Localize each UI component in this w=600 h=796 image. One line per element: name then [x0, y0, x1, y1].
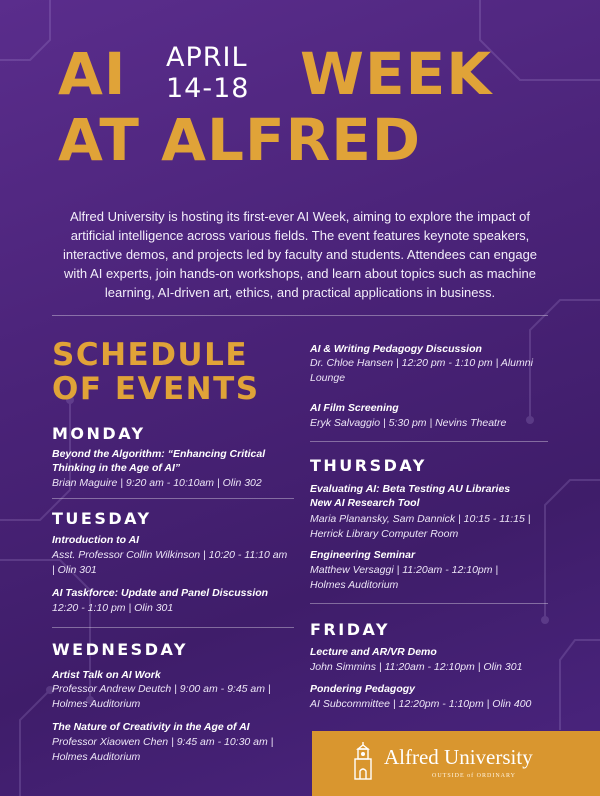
- event-detail: | Olin 301: [52, 564, 97, 576]
- thursday-divider: [310, 603, 548, 604]
- event-detail: Eryk Salvaggio | 5:30 pm | Nevins Theatre: [310, 417, 507, 429]
- university-name: Alfred University: [384, 745, 533, 769]
- event-detail: AI Subcommittee | 12:20pm - 1:10pm | Olin 400: [310, 698, 532, 710]
- day-friday: FRIDAY: [310, 620, 390, 639]
- event-detail: Holmes Auditorium: [310, 579, 399, 591]
- event-title: AI & Writing Pedagogy Discussion: [310, 343, 482, 355]
- event-title: Engineering Seminar: [310, 549, 416, 561]
- event-title: AI Taskforce: Update and Panel Discussion: [52, 587, 269, 599]
- event-detail: Brian Maguire | 9:20 am - 10:10am | Olin 302: [52, 477, 262, 489]
- date-month: APRIL: [166, 42, 248, 73]
- event-detail: Maria Planansky, Sam Dannick | 10:15 - 11:15 |: [310, 513, 531, 525]
- event-title: Thinking in the Age of AI”: [52, 462, 181, 474]
- schedule-title-line2: OF EVENTS: [52, 371, 260, 407]
- event-title: Pondering Pedagogy: [310, 683, 416, 695]
- day-monday: MONDAY: [52, 424, 146, 443]
- event-title: Lecture and AR/VR Demo: [310, 646, 437, 658]
- event-title: Artist Talk on AI Work: [52, 669, 161, 681]
- university-logo-block: [312, 731, 600, 796]
- event-title: Beyond the Algorithm: “Enhancing Critical: [52, 448, 266, 460]
- event-detail: Herrick Library Computer Room: [310, 528, 459, 540]
- title-week: WEEK: [300, 40, 493, 108]
- title-at-alfred: AT ALFRED: [58, 106, 422, 174]
- event-title: Evaluating AI: Beta Testing AU Libraries: [310, 483, 511, 495]
- intro-divider: [52, 315, 548, 316]
- event-detail: 12:20 - 1:10 pm | Olin 301: [52, 602, 174, 614]
- tuesday-divider: [52, 627, 294, 628]
- event-detail: John Simmins | 11:20am - 12:10pm | Olin 301: [310, 661, 523, 673]
- date-range: 14-18: [166, 73, 250, 104]
- wednesday-divider: [310, 441, 548, 442]
- event-detail: Matthew Versaggi | 11:20am - 12:10pm |: [310, 564, 499, 576]
- event-title: Introduction to AI: [52, 534, 140, 546]
- event-detail: Asst. Professor Collin Wilkinson | 10:20 - 11:10 am: [52, 549, 288, 561]
- event-title: New AI Research Tool: [310, 497, 420, 509]
- day-thursday: THURSDAY: [310, 456, 427, 475]
- event-detail: Dr. Chloe Hansen | 12:20 pm - 1:10 pm | Alumni: [310, 357, 533, 369]
- intro-paragraph: Alfred University is hosting its first-ever AI Week, aiming to explore the impact of artificial intelligence across various fields. The event features keynote speakers, interactive demos, and projects led by faculty and students. Attendees can engage with AI experts, join hands-on workshops, and learn about topics such as machine learning, AI-driven art, ethics, and practical applications in business.: [62, 209, 538, 300]
- day-tuesday: TUESDAY: [52, 509, 152, 528]
- event-title: AI Film Screening: [310, 402, 399, 414]
- event-detail: Holmes Auditorium: [52, 751, 141, 763]
- day-wednesday: WEDNESDAY: [52, 640, 188, 659]
- event-detail: Professor Xiaowen Chen | 9:45 am - 10:30 am |: [52, 736, 274, 748]
- monday-divider: [52, 498, 294, 499]
- university-tagline: OUTSIDE of ORDINARY: [432, 773, 516, 779]
- schedule-title: [52, 338, 260, 406]
- title-ai: AI: [58, 40, 127, 108]
- event-title: The Nature of Creativity in the Age of AI: [52, 721, 250, 733]
- title-row-1: [58, 40, 558, 110]
- event-detail: Lounge: [310, 372, 346, 384]
- event-detail: Professor Andrew Deutch | 9:00 am - 9:45 am |: [52, 683, 271, 695]
- schedule-title-line1: SCHEDULE: [52, 337, 249, 373]
- event-detail: Holmes Auditorium: [52, 698, 141, 710]
- event-dates: [166, 42, 249, 104]
- tower-seal-icon: [352, 741, 374, 781]
